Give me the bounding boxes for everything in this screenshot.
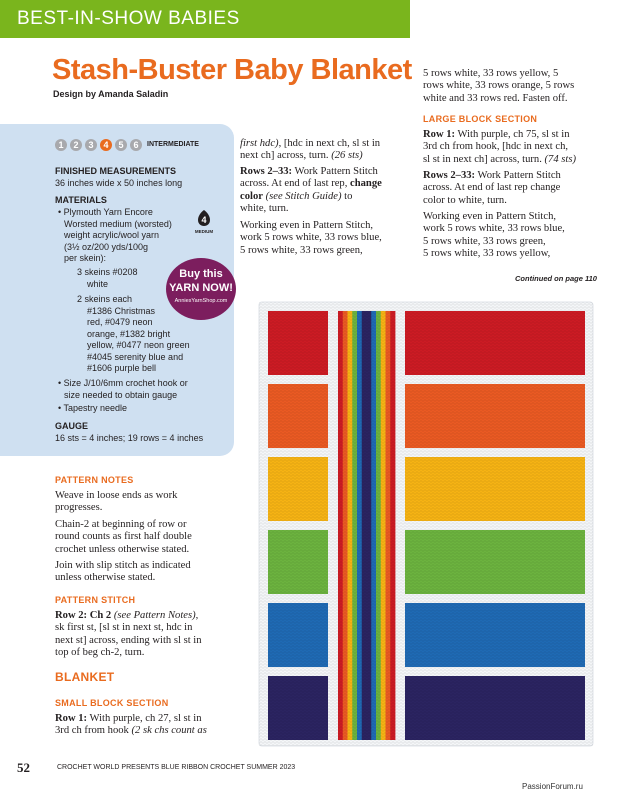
page-title: Stash-Buster Baby Blanket xyxy=(52,54,412,86)
col2-line xyxy=(240,191,352,203)
col3-line xyxy=(423,154,576,166)
buy-yarn-line2: YARN NOW! xyxy=(169,282,233,294)
pattern-note: Chain-2 at beginning of row or xyxy=(55,519,187,530)
skill-level-3-icon: 3 xyxy=(85,139,97,151)
col2-line xyxy=(240,138,380,150)
designer-credit: Design by Amanda Saladin xyxy=(53,89,169,99)
watermark: PassionForum.ru xyxy=(522,782,583,791)
buy-yarn-link[interactable]: AnniesYarnShop.com xyxy=(174,298,228,304)
small-row1-label: Row 1: xyxy=(55,713,88,724)
col2-rows-label: Rows 2–33: xyxy=(240,166,293,177)
skeins-each-line: #1386 Christmas xyxy=(87,305,156,316)
section-banner-text: BEST-IN-SHOW BABIES xyxy=(17,8,240,29)
page-number: 52 xyxy=(17,760,30,775)
col3-line xyxy=(423,129,570,141)
col3-count: (74 sts) xyxy=(544,153,577,165)
row2-line: sk first st, [sl st in next st, hdc in xyxy=(55,622,193,634)
row2-line: top of beg ch-2, turn. xyxy=(55,646,145,658)
knit-texture xyxy=(259,302,593,746)
skeins-each-line: #1606 purple bell xyxy=(87,363,157,373)
col2-text: across. At end of last rep, xyxy=(240,178,351,190)
small-row1-text: With purple, ch 27, sl st in xyxy=(87,713,202,724)
small-row1-note: (2 sk chs count as xyxy=(131,725,207,737)
small-row1-text2: 3rd ch from hook xyxy=(55,725,132,737)
pattern-note: Join with slip stitch as indicated xyxy=(55,560,191,571)
large-block-heading: LARGE BLOCK SECTION xyxy=(423,114,538,124)
skeins-each-line: yellow, #0477 neon green xyxy=(87,340,190,350)
continued-note: Continued on page 110 xyxy=(515,274,597,283)
small-row1-line xyxy=(55,725,207,737)
yarn-line: • Plymouth Yarn Encore xyxy=(58,207,153,217)
small-block-heading: SMALL BLOCK SECTION xyxy=(55,698,169,708)
yarn-line: Worsted medium (worsted) xyxy=(64,218,172,229)
col3-line: 5 rows white, 33 rows yellow, 5 xyxy=(423,68,559,79)
col2-line xyxy=(240,150,363,162)
blanket-photo xyxy=(255,294,600,752)
col2-line: white, turn. xyxy=(240,202,289,214)
pattern-note: crochet unless otherwise stated. xyxy=(55,543,190,555)
skill-level-2-icon: 2 xyxy=(70,139,82,151)
col3-line: work 5 rows white, 33 rows blue, xyxy=(423,223,565,235)
col3-line: 3rd ch from hook, [hdc in next ch, xyxy=(423,141,569,153)
yarn-line: weight acrylic/wool yarn xyxy=(64,230,160,240)
pattern-note: Weave in loose ends as work xyxy=(55,490,178,501)
finished-measurements-heading: FINISHED MEASUREMENTS xyxy=(55,166,177,176)
skeins-each-line: #4045 serenity blue and xyxy=(87,351,184,362)
row2-note: (see Pattern Notes), xyxy=(111,610,199,621)
col3-line: color to white, turn. xyxy=(423,194,507,206)
skeins-each-line: red, #0479 neon xyxy=(87,317,153,327)
col2-text: to xyxy=(341,190,353,202)
col3-text: With purple, ch 75, sl st in xyxy=(455,129,570,140)
col3-line: rows white, 33 rows orange, 5 rows xyxy=(423,80,575,92)
needle-line: • Tapestry needle xyxy=(58,403,128,413)
finished-measurements-text: 36 inches wide x 50 inches long xyxy=(55,178,183,188)
publication-footer: CROCHET WORLD PRESENTS BLUE RIBBON CROCHET SUMMER 2023 xyxy=(57,764,296,771)
skeins-white-line: white xyxy=(87,278,109,289)
yarn-weight-label: MEDIUM xyxy=(194,229,214,234)
col3-text: sl st in next ch] across, turn. xyxy=(423,153,545,165)
col2-count: (26 sts) xyxy=(331,150,363,162)
skill-level-6-icon: 6 xyxy=(130,139,142,151)
row2-line xyxy=(55,610,198,622)
skill-level-1-icon: 1 xyxy=(55,139,67,151)
col3-line xyxy=(423,170,561,182)
hook-line: size needed to obtain gauge xyxy=(64,389,178,400)
small-row1-line xyxy=(55,713,202,725)
large-rows-label: Rows 2–33: xyxy=(423,170,476,181)
col3-line: across. At end of last rep change xyxy=(423,182,561,194)
skeins-each-line: 2 skeins each xyxy=(77,294,133,304)
buy-yarn-line1: Buy this xyxy=(179,268,223,280)
large-row1-label: Row 1: xyxy=(423,129,456,140)
pattern-stitch-heading: PATTERN STITCH xyxy=(55,595,136,605)
col2-line: work 5 rows white, 33 rows blue, xyxy=(240,232,382,244)
col2-line: Working even in Pattern Stitch, xyxy=(240,220,374,231)
col2-text: Work Pattern Stitch xyxy=(292,166,378,177)
hook-line: • Size J/10/6mm crochet hook or xyxy=(58,378,188,388)
col3-line: white and 33 rows red. Fasten off. xyxy=(423,92,568,104)
pattern-note: unless otherwise stated. xyxy=(55,572,156,584)
col2-stitch-guide: (see Stitch Guide) xyxy=(262,190,342,202)
skeins-each-line: orange, #1382 bright xyxy=(87,328,171,339)
skill-level-5-icon: 5 xyxy=(115,139,127,151)
col2-change-color: change xyxy=(350,178,382,190)
yarn-line: per skein): xyxy=(64,253,107,263)
materials-heading: MATERIALS xyxy=(55,195,107,205)
pattern-note: progresses. xyxy=(55,502,103,514)
gauge-heading: GAUGE xyxy=(55,421,89,431)
col3-line: 5 rows white, 33 rows green, xyxy=(423,235,546,247)
yarn-line: (3½ oz/200 yds/100g xyxy=(64,241,149,252)
skill-level-label: INTERMEDIATE xyxy=(147,141,199,148)
yarn-weight-number: 4 xyxy=(201,215,207,225)
col3-line: 5 rows white, 33 rows yellow, xyxy=(423,247,551,259)
col2-line xyxy=(240,166,378,178)
col2-color: color xyxy=(240,190,263,202)
col3-text: Work Pattern Stitch xyxy=(475,170,561,181)
gauge-text: 16 sts = 4 inches; 19 rows = 4 inches xyxy=(55,433,204,443)
col2-text: , [hdc in next ch, sl st in xyxy=(278,138,381,149)
pattern-notes-heading: PATTERN NOTES xyxy=(55,475,134,485)
buy-yarn-badge[interactable] xyxy=(166,258,236,320)
col2-line xyxy=(240,178,382,190)
col3-line: Working even in Pattern Stitch, xyxy=(423,211,557,222)
row2-label: Row 2: Ch 2 xyxy=(55,610,112,621)
col2-line: 5 rows white, 33 rows green, xyxy=(240,244,363,256)
yarn-weight-icon xyxy=(194,210,214,236)
skeins-white-line: 3 skeins #0208 xyxy=(77,267,138,277)
pattern-note: round counts as first half double xyxy=(55,531,192,543)
col2-note: first hdc) xyxy=(240,138,279,149)
blanket-heading: BLANKET xyxy=(55,670,115,684)
section-banner xyxy=(0,0,410,38)
skill-level-4-icon: 4 xyxy=(100,139,112,151)
col2-text: next ch] across, turn. xyxy=(240,150,332,162)
row2-line: next st] across, ending with sl st in xyxy=(55,634,202,646)
